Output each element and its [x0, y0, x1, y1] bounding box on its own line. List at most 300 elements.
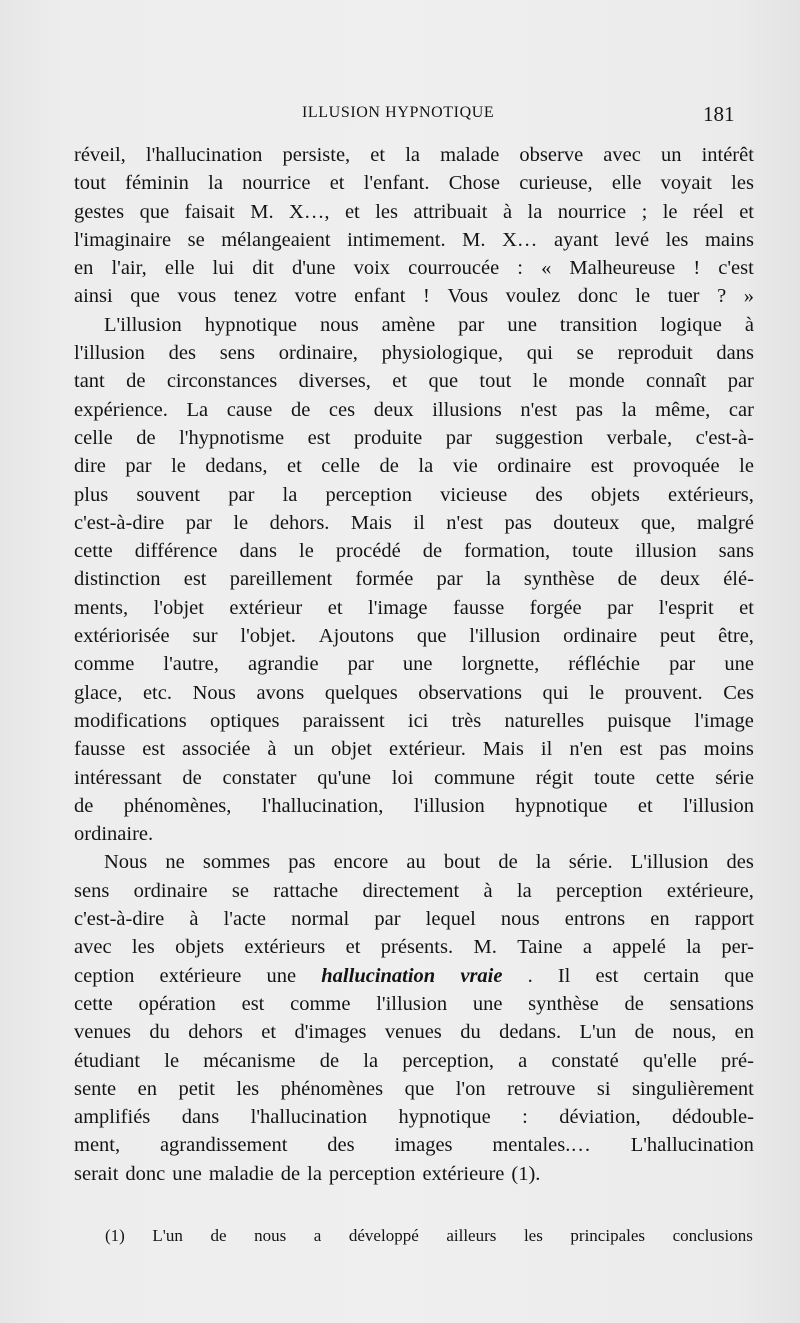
word: X…,: [289, 200, 330, 223]
word: si: [596, 1077, 611, 1100]
word: diverses,: [298, 370, 371, 393]
word: puisque: [607, 709, 672, 732]
word: rattache: [273, 879, 339, 902]
text-line: [74, 707, 754, 735]
word: des: [327, 1134, 355, 1157]
word: maladie: [208, 1162, 274, 1185]
word: ception: [74, 964, 135, 987]
word: quelques: [324, 681, 398, 704]
word: réfléchie: [568, 653, 640, 676]
text-line: [74, 1047, 754, 1075]
word: toute: [572, 540, 614, 563]
word: et: [345, 936, 361, 959]
text-line: [74, 282, 754, 310]
word: gestes: [74, 200, 125, 223]
word: régit: [535, 766, 574, 789]
word: pas: [288, 851, 316, 874]
word: Vous: [447, 285, 489, 308]
word: n'est: [520, 398, 558, 421]
word: se: [231, 879, 249, 902]
word: procédé: [335, 540, 401, 563]
text-line: [74, 509, 754, 537]
word: le: [589, 681, 605, 704]
word: la: [485, 568, 501, 591]
word: hypnotique: [398, 1106, 491, 1129]
word: par: [374, 908, 401, 931]
word: voyait: [660, 172, 712, 195]
word: singulièrement: [632, 1077, 754, 1100]
word: Ces: [723, 681, 754, 704]
word: objet: [331, 738, 372, 761]
word: monde: [568, 370, 625, 393]
word: L'hallucination: [630, 1134, 754, 1157]
word: qui: [526, 342, 553, 365]
word: Mais: [482, 738, 524, 761]
word: que: [139, 200, 170, 223]
word: Nous: [104, 851, 148, 874]
footnote: [105, 1226, 753, 1246]
footnote-word: conclusions: [672, 1226, 753, 1245]
word: moins: [703, 738, 754, 761]
word: a: [518, 1049, 528, 1072]
word: agrandie: [247, 653, 319, 676]
word: de: [136, 426, 156, 449]
word: X…: [502, 228, 538, 251]
word: se: [576, 342, 594, 365]
word: les: [375, 200, 398, 223]
word: est: [595, 964, 619, 987]
word: l'hallucination,: [261, 794, 384, 817]
word: donc: [125, 1162, 166, 1185]
word: paraissent: [302, 709, 385, 732]
word: le: [171, 455, 186, 478]
word: mélangeaient: [221, 228, 331, 251]
word: appelé: [612, 936, 666, 959]
word: dans: [239, 540, 278, 563]
word: ;: [641, 200, 648, 223]
word: a: [582, 936, 592, 959]
word: M.: [250, 200, 274, 223]
word: et: [286, 455, 302, 478]
text-line: [74, 424, 754, 452]
word: agrandissement: [159, 1134, 288, 1157]
word: tuer: [667, 285, 700, 308]
word: L'illusion: [104, 313, 182, 336]
word: de: [617, 568, 637, 591]
word: à: [502, 200, 513, 223]
word: elle: [611, 172, 642, 195]
word: et: [370, 144, 386, 166]
word: serait: [74, 1162, 119, 1185]
word: objets: [175, 936, 225, 959]
word: extériorisée: [74, 625, 170, 648]
word: l'autre,: [163, 653, 219, 676]
word: que: [416, 625, 447, 648]
word: le: [739, 455, 754, 478]
text-line: [74, 367, 754, 395]
word: suggestion: [495, 426, 584, 449]
word: et: [739, 200, 754, 223]
word: sens: [219, 342, 256, 365]
word: vous: [177, 285, 217, 308]
word: la: [418, 455, 434, 478]
word: Chose: [448, 172, 500, 195]
word: extérieur.: [389, 738, 466, 761]
word: elle: [164, 257, 195, 280]
footnote-word: a: [313, 1226, 322, 1245]
word: par: [607, 596, 634, 619]
word: Taine: [517, 936, 563, 959]
word: l'acte: [223, 908, 266, 931]
word: l'on: [455, 1077, 486, 1100]
word: qui: [542, 681, 569, 704]
word: deux: [660, 568, 701, 591]
word: tenez: [233, 285, 277, 308]
word: observations: [418, 681, 522, 704]
word: la: [686, 936, 701, 959]
word: de: [319, 1049, 340, 1072]
word: est: [183, 568, 207, 591]
word: ordinaire.: [74, 823, 154, 846]
word: de: [634, 1021, 654, 1044]
word: certain: [643, 964, 700, 987]
text-line: [74, 1075, 754, 1103]
word: illusion: [635, 540, 697, 563]
word: La: [186, 398, 209, 421]
word: produite: [353, 426, 423, 449]
word: et: [344, 200, 360, 223]
word: par: [347, 653, 374, 676]
word: l'hallucination: [145, 144, 263, 166]
word: ainsi: [74, 285, 113, 308]
word: une: [507, 313, 537, 336]
word: de: [498, 851, 518, 874]
word: cette: [655, 766, 695, 789]
word: l'illusion: [376, 992, 448, 1015]
word: perception: [328, 1162, 416, 1185]
word: l'hallucination: [250, 1106, 368, 1129]
word: l'image: [368, 596, 428, 619]
word: du: [149, 1021, 170, 1044]
word: celle: [321, 455, 360, 478]
word: par: [727, 370, 754, 393]
word: à: [483, 879, 493, 902]
word: l'enfant.: [363, 172, 430, 195]
word: le: [662, 200, 678, 223]
word: est: [307, 426, 331, 449]
word: le: [635, 285, 651, 308]
word: sente: [74, 1077, 117, 1100]
word: dédouble-: [672, 1106, 754, 1129]
footnote-word: développé: [348, 1226, 419, 1245]
word: encore: [333, 851, 389, 874]
text-line: [74, 1018, 754, 1046]
word: M.: [473, 936, 497, 959]
word: même,: [655, 398, 711, 421]
word: vicieuse: [440, 483, 508, 506]
word: un: [293, 738, 314, 761]
word: présents.: [380, 936, 454, 959]
word: à: [744, 313, 754, 336]
word: ments,: [74, 596, 129, 619]
word: intérêt: [701, 144, 754, 166]
word: fausse: [74, 738, 126, 761]
word: vraie: [460, 964, 503, 987]
word: amène: [381, 313, 436, 336]
word: L'illusion: [630, 851, 709, 874]
word: c'est-à-dire: [74, 908, 165, 931]
word: féminin: [125, 172, 189, 195]
word: reproduit: [617, 342, 693, 365]
word: est: [241, 992, 265, 1015]
word: par: [185, 511, 212, 534]
word: la: [282, 483, 298, 506]
word: l'illusion: [413, 794, 485, 817]
word: connaît: [645, 370, 707, 393]
word: est: [142, 738, 166, 761]
word: cette: [74, 540, 113, 563]
word: ayant: [553, 228, 599, 251]
word: mécanisme: [203, 1049, 296, 1072]
word: que: [428, 370, 459, 393]
word: !: [693, 257, 701, 280]
text-line: [74, 933, 754, 961]
word: »: [743, 285, 754, 308]
word: par: [228, 483, 255, 506]
word: votre: [294, 285, 337, 308]
word: tout: [74, 172, 106, 195]
word: les: [665, 228, 689, 251]
word: sans: [718, 540, 754, 563]
word: dedans,: [205, 455, 268, 478]
word: sur: [192, 625, 218, 648]
body-text: [74, 141, 754, 1188]
word: normal: [291, 908, 350, 931]
word: sens: [74, 879, 110, 902]
word: réveil,: [74, 144, 126, 166]
word: nous: [500, 908, 540, 931]
word: que: [404, 1077, 435, 1100]
word: (1).: [511, 1162, 541, 1185]
word: extérieure,: [666, 879, 754, 902]
word: à: [189, 908, 199, 931]
word: se: [187, 228, 205, 251]
word: bout: [443, 851, 481, 874]
text-line: [74, 226, 754, 254]
word: images: [394, 1134, 453, 1157]
word: dans: [716, 342, 754, 365]
text-line: [74, 1103, 754, 1131]
word: une: [402, 653, 433, 676]
word: phénomènes: [280, 1077, 384, 1100]
text-line: [74, 848, 754, 876]
word: de: [182, 766, 202, 789]
word: et: [327, 596, 343, 619]
text-line: [74, 820, 754, 848]
word: ment,: [74, 1134, 121, 1157]
word: venues: [384, 1021, 442, 1044]
word: de: [74, 794, 94, 817]
word: douteux: [553, 511, 620, 534]
word: par: [445, 426, 472, 449]
word: pré-: [720, 1049, 754, 1072]
word: levé: [614, 228, 650, 251]
word: vie: [452, 455, 478, 478]
word: prouvent.: [624, 681, 703, 704]
word: de: [624, 992, 644, 1015]
word: persiste,: [282, 144, 351, 166]
word: au: [406, 851, 426, 874]
word: :: [522, 1106, 528, 1129]
word: c'est: [718, 257, 754, 280]
word: sommes: [202, 851, 271, 874]
word: per-: [721, 936, 754, 959]
word: Il: [557, 964, 571, 987]
word: des: [726, 851, 754, 874]
word: qu'une: [317, 766, 372, 789]
word: du: [460, 1021, 481, 1044]
word: perception: [556, 879, 643, 902]
word: !: [423, 285, 430, 308]
word: par: [125, 455, 152, 478]
word: en: [650, 908, 670, 931]
word: hallucination: [321, 964, 436, 987]
word: enfant: [354, 285, 406, 308]
word: un: [660, 144, 682, 166]
word: pas: [659, 738, 687, 761]
word: c'est-à-dire: [74, 511, 165, 534]
word: en: [734, 1021, 754, 1044]
text-line: [74, 169, 754, 197]
word: ordinaire,: [278, 342, 358, 365]
word: .: [527, 964, 533, 987]
text-line: [74, 877, 754, 905]
word: série: [715, 766, 754, 789]
word: des: [535, 483, 563, 506]
word: phénomènes,: [123, 794, 232, 817]
word: de: [280, 1162, 301, 1185]
word: avec: [603, 144, 641, 166]
word: ordinaire: [563, 625, 638, 648]
word: nous,: [672, 1021, 717, 1044]
word: dit: [252, 257, 274, 280]
word: le: [233, 511, 249, 534]
word: de: [379, 455, 399, 478]
word: optiques: [209, 709, 280, 732]
word: «: [541, 257, 552, 280]
word: dire: [74, 455, 106, 478]
word: en: [74, 257, 94, 280]
word: de: [422, 540, 443, 563]
word: lequel: [425, 908, 476, 931]
word: Nous: [192, 681, 236, 704]
word: et: [739, 596, 754, 619]
word: formée: [355, 568, 414, 591]
word: d'une: [291, 257, 336, 280]
text-line: [74, 622, 754, 650]
word: plus: [74, 483, 109, 506]
word: pas: [504, 511, 532, 534]
running-title: ILLUSION HYPNOTIQUE: [302, 104, 495, 121]
word: que,: [640, 511, 676, 534]
word: glace,: [74, 681, 123, 704]
text-line: [74, 339, 754, 367]
word: objets: [590, 483, 640, 506]
word: une: [172, 1162, 202, 1185]
word: retrouve: [507, 1077, 576, 1100]
page-number: 181: [703, 102, 735, 126]
word: voix: [353, 257, 391, 280]
text-line: [74, 452, 754, 480]
word: réel: [693, 200, 724, 223]
word: n'est: [446, 511, 483, 534]
word: extérieurs,: [667, 483, 754, 506]
footnote-word: nous: [254, 1226, 287, 1245]
footnote-word: ailleurs: [446, 1226, 497, 1245]
text-line: [74, 565, 754, 593]
word: différence: [134, 540, 218, 563]
word: très: [451, 709, 482, 732]
word: logique: [660, 313, 722, 336]
word: l'hypnotisme: [179, 426, 285, 449]
text-line: [74, 990, 754, 1018]
word: une: [472, 992, 503, 1015]
word: série.: [568, 851, 613, 874]
word: intimement.: [347, 228, 446, 251]
word: Mais: [350, 511, 392, 534]
word: l'esprit: [658, 596, 714, 619]
word: extérieurs: [244, 936, 326, 959]
word: Ajoutons: [318, 625, 394, 648]
text-line: [74, 679, 754, 707]
word: toute: [594, 766, 636, 789]
word: et: [261, 1021, 277, 1044]
word: illusions: [432, 398, 502, 421]
word: attribuait: [413, 200, 488, 223]
text-line: [74, 594, 754, 622]
word: modifications: [74, 709, 187, 732]
text-line: [74, 141, 754, 169]
word: observe: [519, 144, 584, 166]
word: en: [137, 1077, 157, 1100]
text-line: [74, 735, 754, 763]
word: forgée: [529, 596, 582, 619]
word: opération: [138, 992, 216, 1015]
text-line: [74, 764, 754, 792]
word: lui: [212, 257, 235, 280]
word: ici: [407, 709, 429, 732]
word: comme: [74, 653, 135, 676]
word: mentales.…: [492, 1134, 591, 1157]
word: la: [363, 1049, 379, 1072]
word: est: [590, 455, 614, 478]
word: ordinaire: [497, 455, 572, 478]
word: deux: [373, 398, 414, 421]
word: circonstances: [166, 370, 278, 393]
word: intéressant: [74, 766, 162, 789]
word: celle: [74, 426, 113, 449]
word: l'objet: [153, 596, 204, 619]
word: physiologique,: [381, 342, 503, 365]
word: par: [436, 568, 463, 591]
word: expérience.: [74, 398, 168, 421]
word: directement: [362, 879, 460, 902]
word: naturelles: [504, 709, 585, 732]
footnote-word: de: [210, 1226, 227, 1245]
word: ?: [717, 285, 727, 308]
word: ordinaire: [133, 879, 208, 902]
word: extérieure: [159, 964, 242, 987]
